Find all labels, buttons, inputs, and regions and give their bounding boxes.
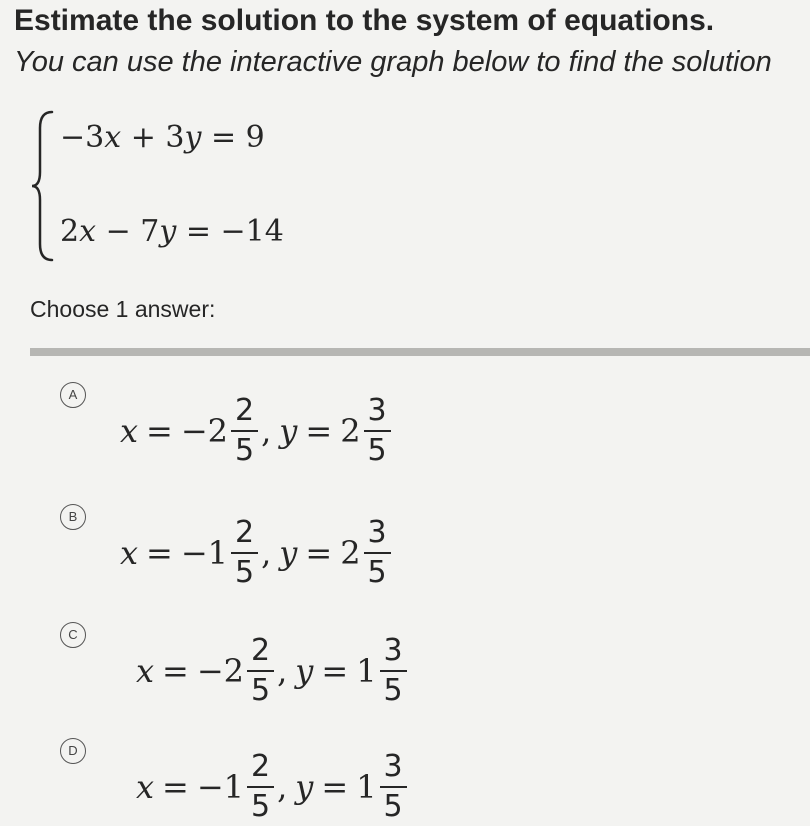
option-a-y-numerator: 3 [367,393,387,428]
option-d-x-denominator: 5 [247,786,274,822]
option-b-separator: , [261,534,272,572]
answer-option-c[interactable] [50,616,810,726]
option-b-y-denominator: 5 [364,552,391,588]
option-d-expression [136,742,410,826]
option-c-x-fraction [247,633,274,708]
option-c-y-numerator: 3 [383,633,403,668]
option-a-x-numerator: 2 [235,393,255,428]
option-c-y-equals: = [321,652,349,690]
option-a-y-fraction [364,393,391,468]
option-c-separator: , [277,652,288,690]
eq1-operator: + [130,120,156,155]
option-b-y-whole: 2 [340,534,361,572]
option-c-x-numerator: 2 [251,633,271,668]
option-a-radio[interactable]: A [60,382,86,408]
option-b-x-whole: −1 [180,534,229,572]
option-c-expression [136,626,410,716]
question-subtitle: You can use the interactive graph below to find the solution [14,46,772,78]
option-d-x-numerator: 2 [251,749,271,784]
option-a-x-fraction [231,393,258,468]
option-d-x-fraction [247,749,274,824]
option-b-expression [120,508,394,598]
choose-prompt: Choose 1 answer: [30,296,216,322]
option-b-radio[interactable]: B [60,504,86,530]
option-c-x-equals: = [162,652,189,690]
eq2-coef-x: 2 [60,214,80,249]
option-a-y-denominator: 5 [364,430,391,466]
option-b-x-fraction [231,515,258,590]
divider [30,348,810,356]
option-c-y-fraction [380,633,407,708]
left-brace-icon [30,106,56,266]
option-d-y-whole: 1 [356,768,377,806]
option-a-y-var: y [279,412,298,450]
eq2-equals: = [185,214,211,249]
eq2-operator: − [105,214,131,249]
eq1-equals: = [210,120,237,155]
option-c-x-var: x [136,652,155,690]
option-a-x-whole: −2 [180,412,229,450]
eq2-var-y: y [159,214,177,249]
eq1-var-x: x [104,120,122,155]
option-b-y-fraction [364,515,391,590]
option-b-x-denominator: 5 [231,552,258,588]
option-d-y-var: y [295,768,314,806]
option-a-x-denominator: 5 [231,430,258,466]
option-d-separator: , [277,768,288,806]
option-a-expression [120,386,394,476]
option-d-radio[interactable]: D [60,738,86,764]
option-a-x-var: x [120,412,139,450]
option-a-separator: , [261,412,272,450]
option-c-y-whole: 1 [356,652,377,690]
question-title: Estimate the solution to the system of equations. [14,4,715,37]
option-b-x-numerator: 2 [235,515,255,550]
option-c-x-whole: −2 [196,652,245,690]
equation-2 [60,214,284,249]
option-b-y-var: y [279,534,298,572]
eq1-rhs: 9 [245,120,265,155]
option-d-y-fraction [380,749,407,824]
eq1-var-y: y [184,120,202,155]
eq1-coef-x: −3 [60,120,105,155]
option-c-y-var: y [295,652,314,690]
option-a-y-equals: = [305,412,333,450]
option-c-y-denominator: 5 [380,670,407,706]
option-d-y-equals: = [321,768,349,806]
option-a-y-whole: 2 [340,412,361,450]
option-b-y-equals: = [305,534,333,572]
option-d-y-denominator: 5 [380,786,407,822]
eq2-coef-y: 7 [140,214,160,249]
option-b-y-numerator: 3 [367,515,387,550]
eq2-rhs: −14 [220,214,284,249]
answer-option-a[interactable] [50,376,810,486]
equation-system [30,106,330,266]
option-d-x-whole: −1 [196,768,245,806]
answer-option-b[interactable] [50,498,810,608]
equation-1 [60,120,265,155]
option-d-y-numerator: 3 [383,749,403,784]
option-d-x-equals: = [162,768,189,806]
eq1-coef-y: 3 [165,120,185,155]
answer-option-d[interactable] [50,732,810,826]
option-b-x-equals: = [146,534,173,572]
option-a-x-equals: = [146,412,173,450]
option-b-x-var: x [120,534,139,572]
option-c-radio[interactable]: C [60,622,86,648]
eq2-var-x: x [79,214,97,249]
option-d-x-var: x [136,768,155,806]
option-c-x-denominator: 5 [247,670,274,706]
